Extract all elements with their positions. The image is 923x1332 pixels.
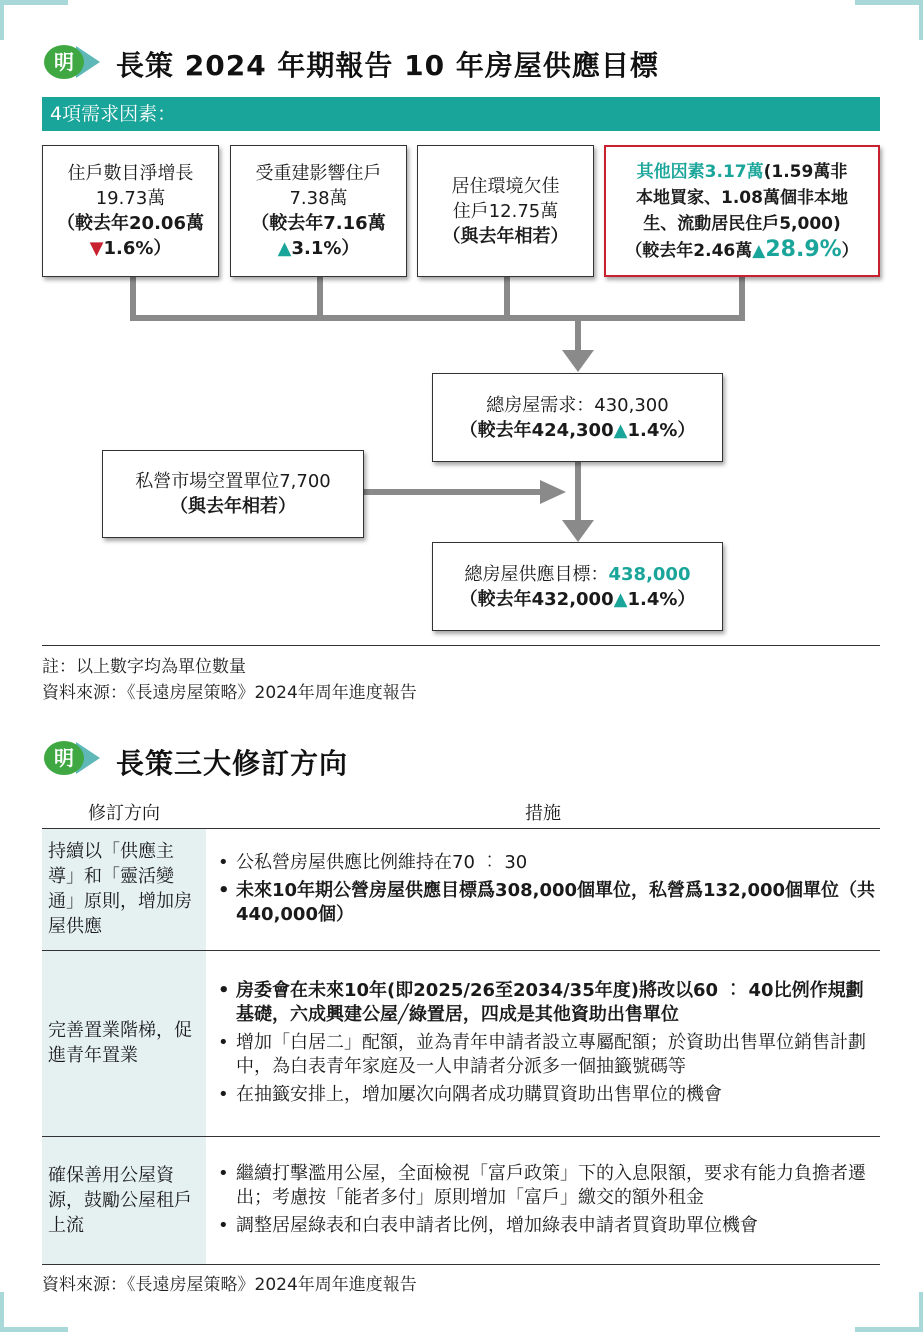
redevelopment-label: 受重建影響住戶 [255, 163, 382, 184]
list-item: • 增加「白居二」配額，並為青年申請者設立專屬配額；於資助出售單位銷售計劃中，為白表青年家庭及一人申請者分派多一個抽籤號碼等 [212, 1031, 880, 1079]
factor-box-other [604, 145, 880, 277]
household-growth-value: 19.73萬 [95, 188, 166, 209]
supply-target-box [432, 542, 723, 631]
row-category: 持續以「供應主導」和「靈活變通」原則，增加房屋供應 [42, 828, 206, 950]
factor-box-inadequate-housing [417, 145, 594, 277]
row-category: 確保善用公屋資源，鼓勵公屋租戶上流 [42, 1136, 206, 1264]
supply-target-label: 總房屋供應目標： [464, 563, 609, 585]
source-note: 資料來源：《長遠房屋策略》2024年周年進度報告 [42, 683, 417, 703]
factor-box-household-growth [42, 145, 219, 277]
inadequate-housing-label: 居住環境欠佳 [451, 175, 560, 197]
page-title: 長策 2024 年期報告 10 年房屋供應目標 [116, 49, 659, 82]
list-item: • 繼續打擊濫用公屋，全面檢視「富戶政策」下的入息限額，要求有能力負擔者遷出；考慮按「能者多付」原則增加「富戶」繳交的額外租金 [212, 1162, 880, 1210]
total-demand-box [432, 373, 723, 462]
up-arrow-icon: ▲ [613, 588, 628, 610]
ming-logo-icon [42, 738, 102, 778]
vacancy-value: 私營市場空置單位7,700 [135, 471, 331, 492]
inadequate-housing-compare: （與去年相若） [442, 225, 569, 247]
total-demand-value: 總房屋需求：430,300 [486, 394, 669, 416]
supply-target-change: 1.4%） [627, 588, 696, 610]
row-category: 完善置業階梯，促進青年置業 [42, 950, 206, 1136]
table-row [42, 1136, 880, 1264]
other-factors-detail-start: (1.59萬非 [763, 161, 848, 182]
factor-box-redevelopment [230, 145, 407, 277]
other-factors-compare: （較去年2.46萬 [625, 240, 753, 261]
other-factors-close: ） [841, 240, 859, 261]
other-factors-detail-3: 生、流動居民住戶5,000) [643, 213, 841, 234]
logo-char: 明 [54, 746, 74, 770]
redevelopment-compare: （較去年7.16萬 [251, 213, 386, 234]
vacancy-compare: （與去年相若） [170, 496, 296, 517]
total-demand-change: 1.4%） [627, 419, 696, 441]
col-header-measures: 措施 [206, 796, 880, 828]
corner-bottom-left [0, 1292, 4, 1332]
list-item: • 在抽籤安排上，增加屢次向隅者成功購買資助出售單位的機會 [212, 1083, 880, 1107]
household-growth-compare: （較去年20.06萬 [57, 213, 204, 234]
list-item: • 公私營房屋供應比例維持在70 ︰ 30 [212, 851, 880, 875]
other-factors-detail-2: 本地買家、1.08萬個非本地 [636, 187, 848, 208]
footnote: 註：以上數字均為單位數量 [42, 657, 246, 677]
logo-char: 明 [54, 50, 74, 74]
redevelopment-value: 7.38萬 [289, 188, 348, 209]
col-header-direction: 修訂方向 [42, 796, 206, 828]
up-arrow-icon: ▲ [752, 240, 766, 261]
redevelopment-change: 3.1%） [291, 238, 360, 259]
other-factors-change: 28.9% [765, 236, 842, 262]
table-row [42, 828, 880, 950]
down-arrow-icon: ▼ [89, 238, 104, 259]
other-factors-label: 其他因素3.17萬 [636, 161, 764, 182]
household-growth-label: 住戶數目淨增長 [67, 163, 194, 184]
total-demand-compare: （較去年424,300 [459, 419, 614, 441]
corner-bottom-right [919, 1292, 923, 1332]
household-growth-change: 1.6%） [103, 238, 172, 259]
vacancy-box [102, 450, 364, 538]
inadequate-housing-value: 住戶12.75萬 [452, 200, 559, 222]
list-item: • 未來10年期公營房屋供應目標爲308,000個單位，私營爲132,000個單位（共440,000個） [212, 879, 880, 927]
revisions-table [42, 796, 880, 1265]
table-row [42, 950, 880, 1136]
factors-header: 4項需求因素： [42, 97, 880, 131]
table-body [42, 828, 880, 1264]
source-note: 資料來源：《長遠房屋策略》2024年周年進度報告 [42, 1275, 417, 1295]
supply-target-value: 438,000 [608, 563, 691, 585]
divider [42, 645, 880, 646]
list-item: • 房委會在未來10年(即2025/26至2034/35年度)將改以60 ︰ 40比例作規劃基礎，六成興建公屋╱綠置居，四成是其他資助出售單位 [212, 979, 880, 1027]
list-item: • 調整居屋綠表和白表申請者比例，增加綠表申請者買資助單位機會 [212, 1214, 880, 1238]
up-arrow-icon: ▲ [277, 238, 292, 259]
corner-bottom-left-h [0, 1327, 68, 1332]
supply-target-compare: （較去年432,000 [459, 588, 614, 610]
section-title-revisions: 長策三大修訂方向 [116, 747, 349, 780]
corner-bottom-right-h [855, 1327, 923, 1332]
up-arrow-icon: ▲ [613, 419, 628, 441]
